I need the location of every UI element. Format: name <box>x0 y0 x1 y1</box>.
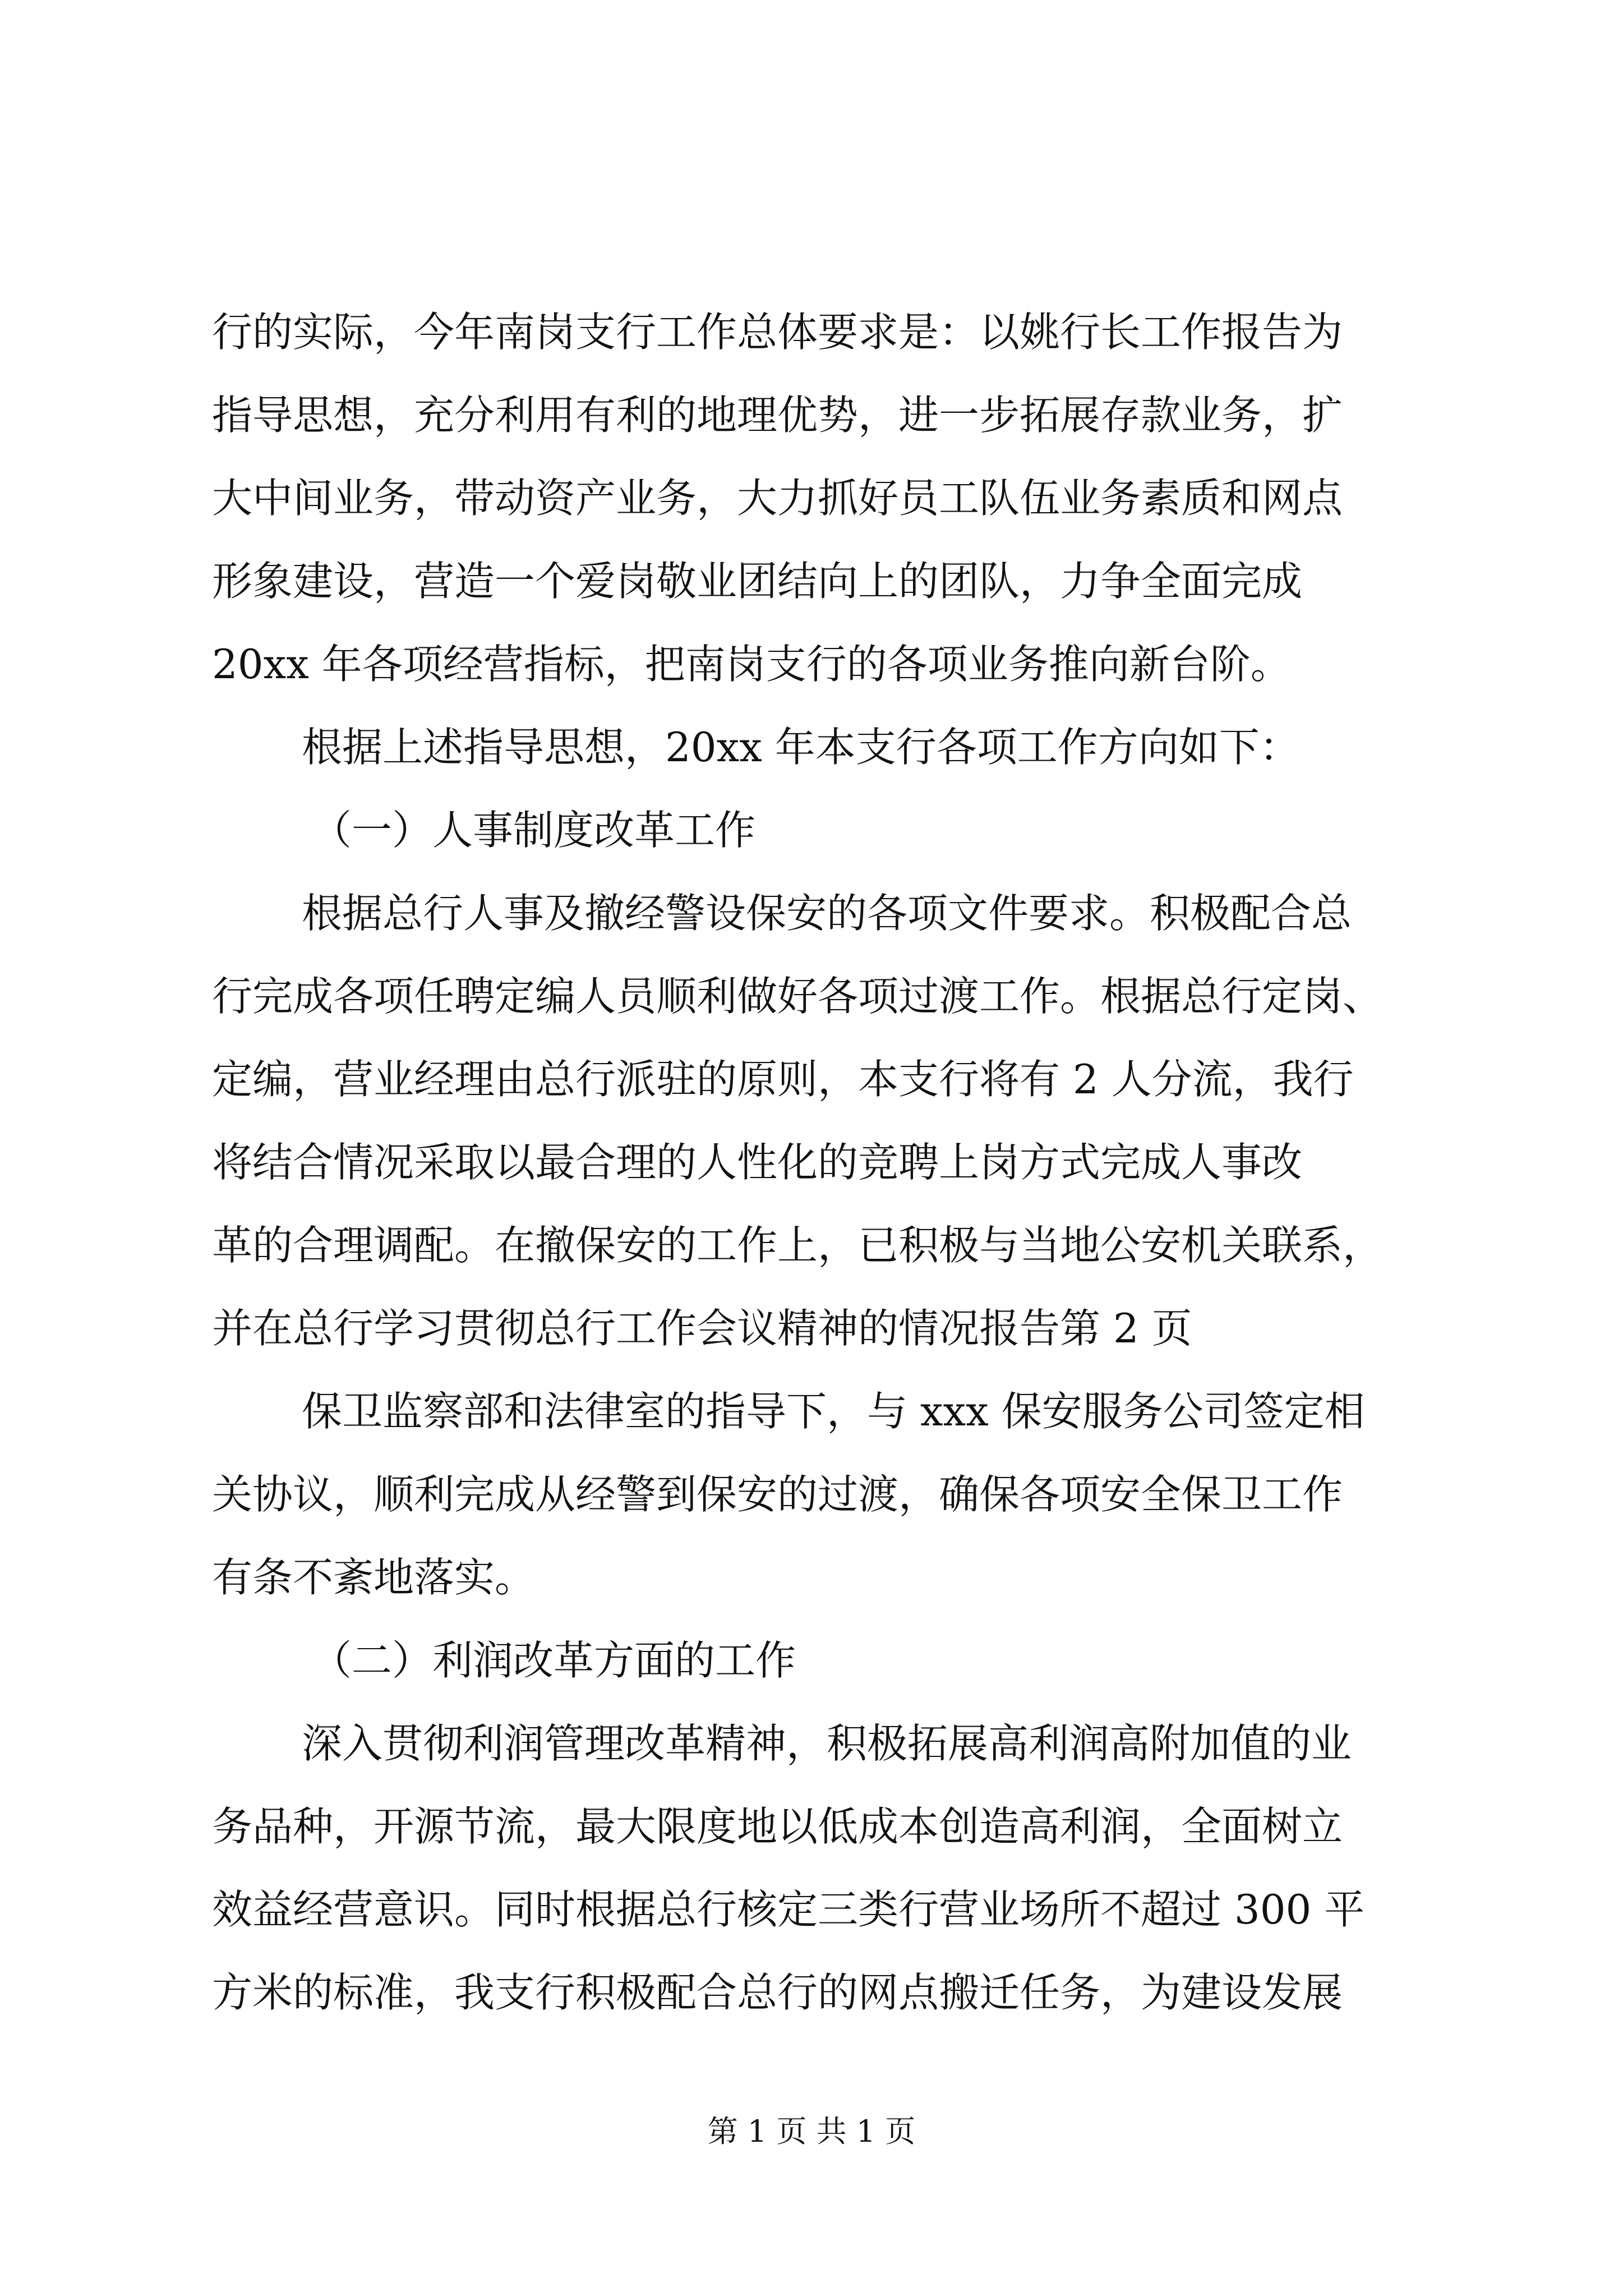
paragraph-first-line <box>0 877 1623 950</box>
section-heading-text: （一）人事制度改革工作 <box>311 807 756 854</box>
text-line-content: 深入贯彻利润管理改革精神，积极拓展高利润高附加值的业 <box>302 1720 1352 1767</box>
text-line-content: 定编，营业经理由总行派驻的原则，本支行将有 2 人分流，我行 <box>212 1056 1354 1103</box>
text-line-content: 行完成各项任聘定编人员顺利做好各项过渡工作。根据总行定岗、 <box>212 973 1384 1020</box>
text-line <box>0 628 1623 701</box>
text-line <box>0 1541 1623 1614</box>
text-line <box>0 379 1623 452</box>
section-heading-text: （二）利润改革方面的工作 <box>311 1637 796 1684</box>
text-line <box>0 1043 1623 1116</box>
text-line-content: 指导思想，充分利用有利的地理优势，进一步拓展存款业务，扩 <box>212 392 1343 439</box>
text-line-content: 方米的标准，我支行积极配合总行的网点搬迁任务，为建设发展 <box>212 1969 1343 2016</box>
text-line <box>0 545 1623 618</box>
section-heading <box>0 1624 1623 1697</box>
paragraph-first-line <box>0 711 1623 784</box>
text-line-content: 务品种，开源节流，最大限度地以低成本创造高利润，全面树立 <box>212 1803 1343 1850</box>
text-line-content: 保卫监察部和法律室的指导下，与 xxx 保安服务公司签定相 <box>302 1388 1365 1435</box>
text-line-content: 20xx 年各项经营指标，把南岗支行的各项业务推向新台阶。 <box>212 641 1291 688</box>
paragraph-first-line <box>0 1375 1623 1448</box>
text-line <box>0 296 1623 369</box>
text-line-content: 有条不紊地落实。 <box>212 1554 536 1601</box>
section-heading <box>0 794 1623 867</box>
text-line-content: 革的合理调配。在撤保安的工作上，已积极与当地公安机关联系， <box>212 1222 1384 1269</box>
text-line <box>0 1790 1623 1863</box>
text-line <box>0 462 1623 535</box>
text-line <box>0 1956 1623 2029</box>
text-line-content: 行的实际，今年南岗支行工作总体要求是：以姚行长工作报告为 <box>212 309 1343 356</box>
text-line-content: 形象建设，营造一个爱岗敬业团结向上的团队，力争全面完成 <box>212 558 1303 605</box>
text-line-content: 并在总行学习贯彻总行工作会议精神的情况报告第 2 页 <box>212 1305 1192 1352</box>
text-line-content: 效益经营意识。同时根据总行核定三类行营业场所不超过 300 平 <box>212 1886 1365 1933</box>
text-line <box>0 1292 1623 1365</box>
text-line-content: 将结合情况采取以最合理的人性化的竞聘上岗方式完成人事改 <box>212 1139 1303 1186</box>
text-line-content: 关协议，顺利完成从经警到保安的过渡，确保各项安全保卫工作 <box>212 1471 1343 1518</box>
text-line <box>0 960 1623 1033</box>
text-line <box>0 1458 1623 1531</box>
page-number: 第 1 页 共 1 页 <box>707 2114 916 2149</box>
text-line-content: 大中间业务，带动资产业务，大力抓好员工队伍业务素质和网点 <box>212 475 1343 522</box>
text-line-content: 根据上述指导思想，20xx 年本支行各项工作方向如下： <box>302 724 1300 771</box>
text-line <box>0 1126 1623 1199</box>
paragraph-first-line <box>0 1707 1623 1780</box>
text-line-content: 根据总行人事及撤经警设保安的各项文件要求。积极配合总 <box>302 890 1352 937</box>
text-line <box>0 1209 1623 1282</box>
page-footer <box>0 2109 1623 2154</box>
text-line <box>0 1873 1623 1946</box>
